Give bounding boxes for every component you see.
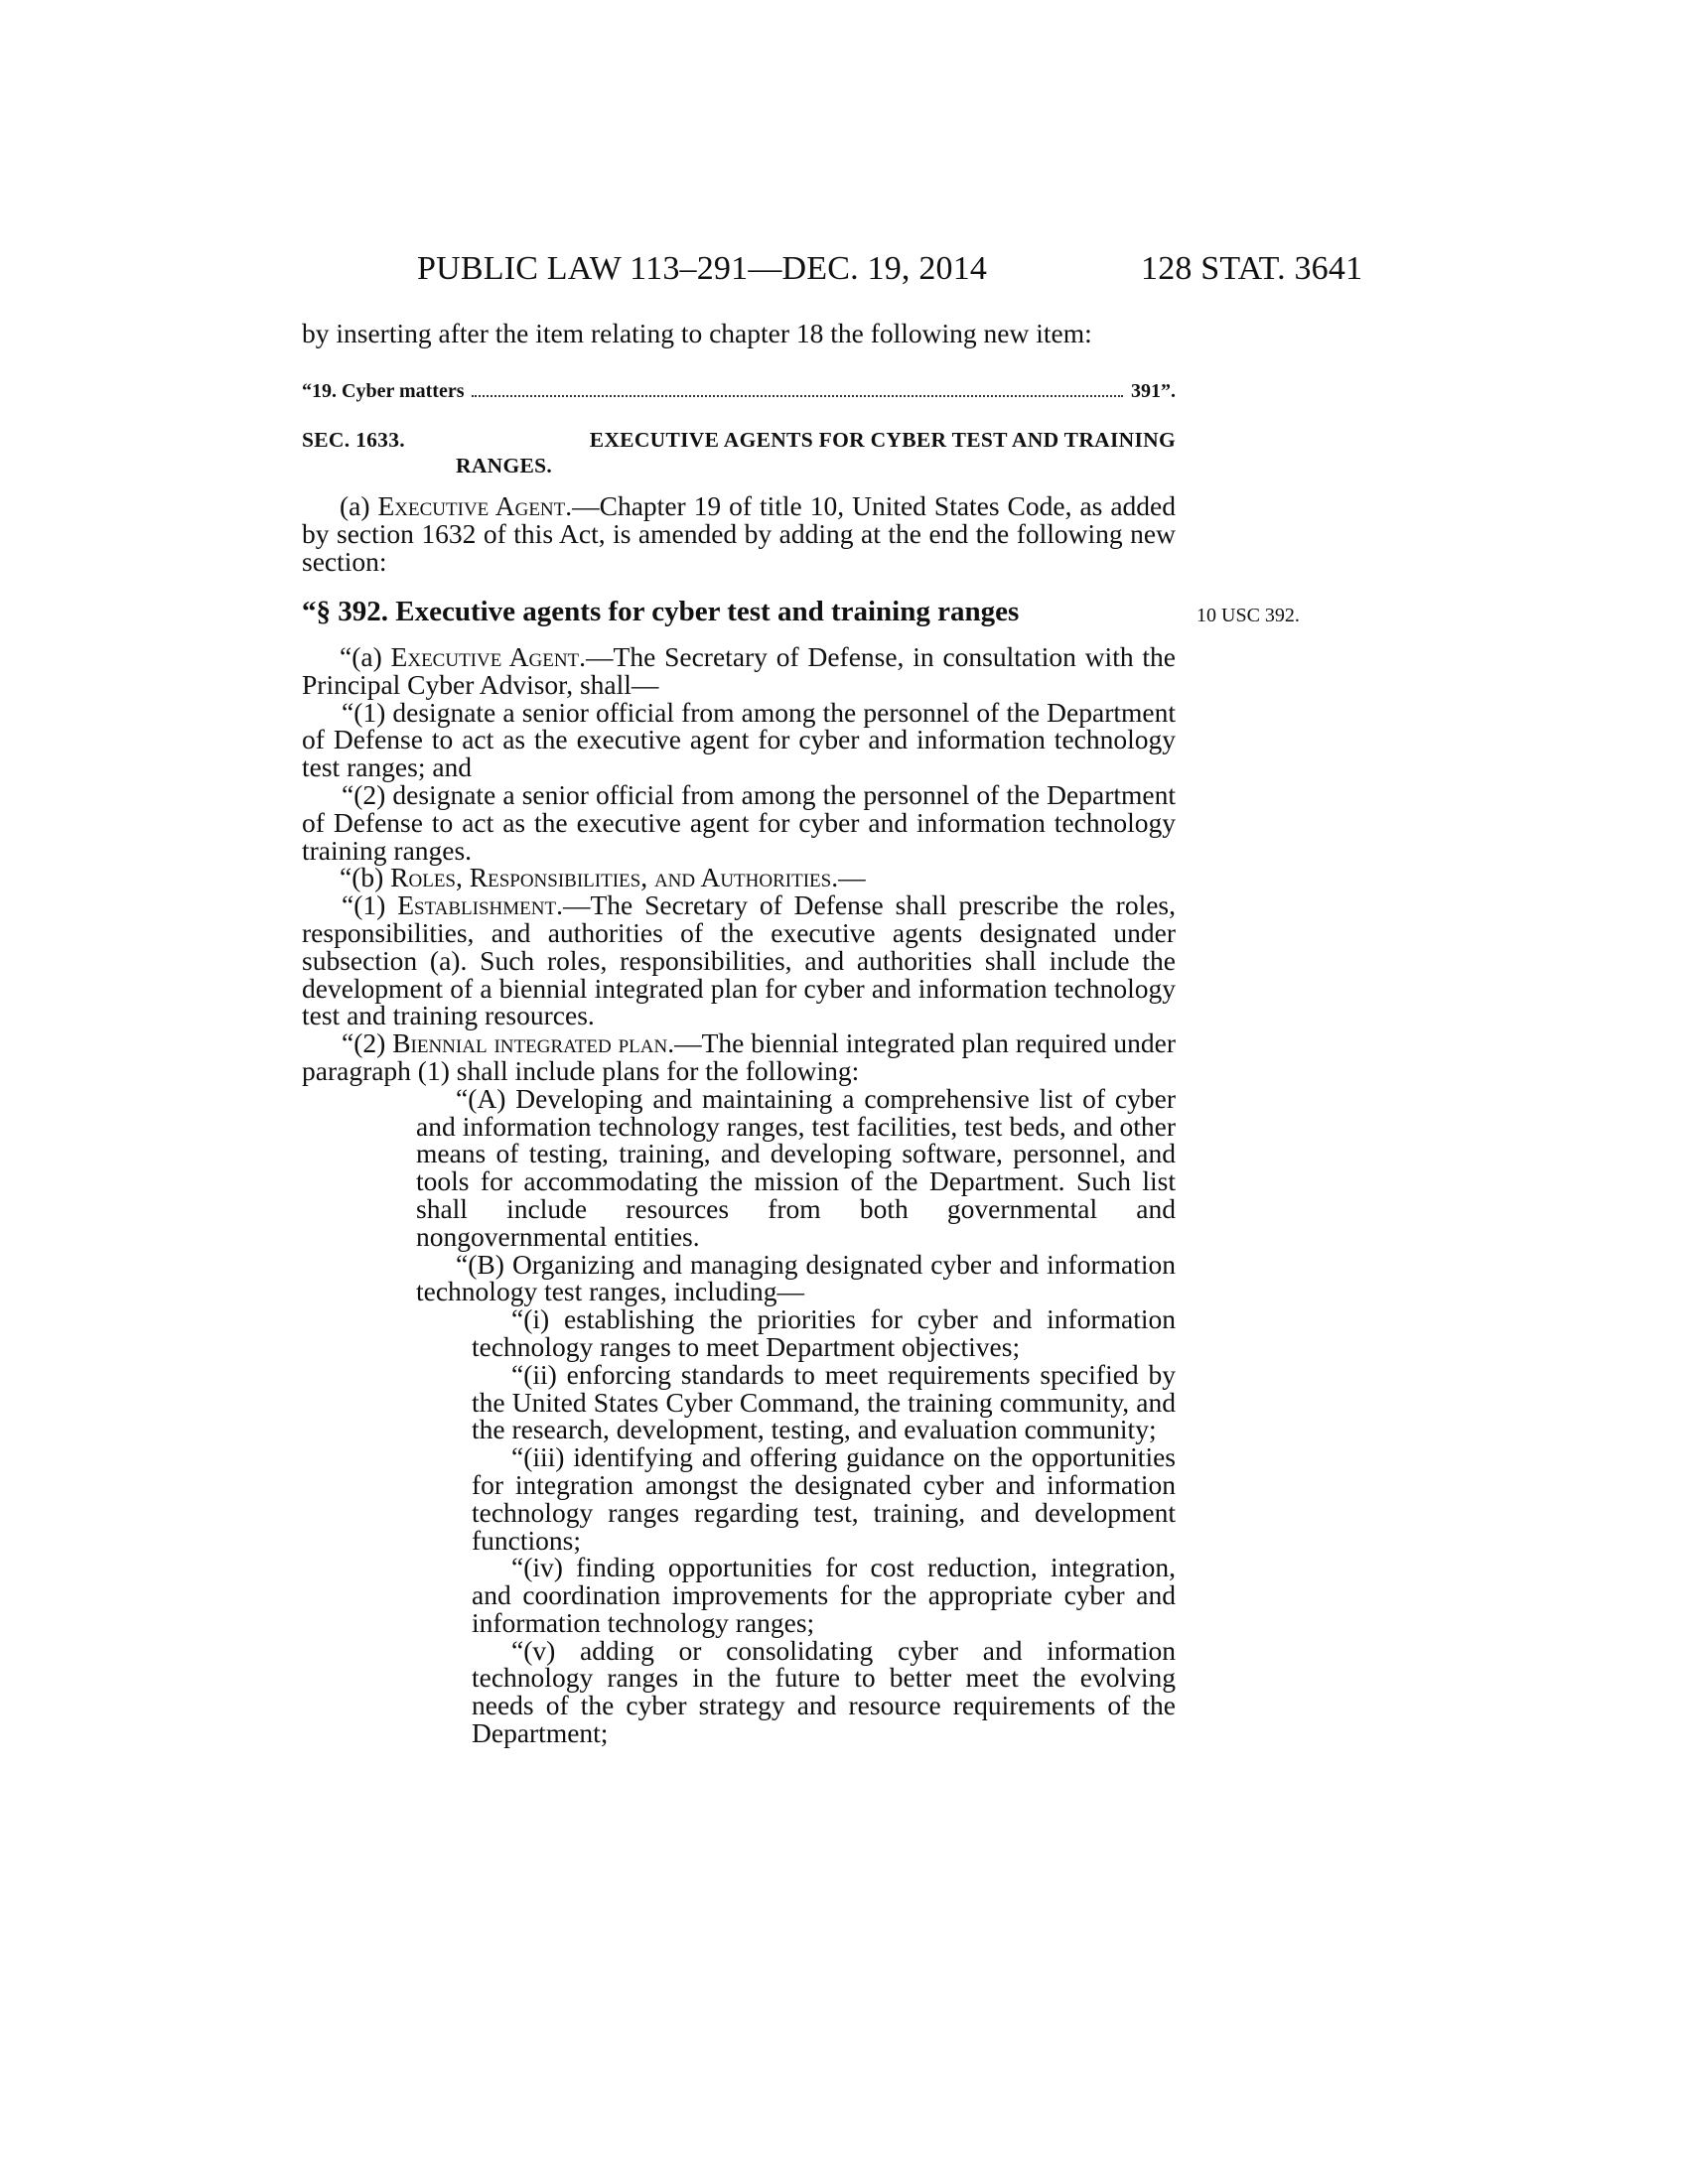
subsection-b: [302, 864, 1176, 891]
toc-leader-dots: [472, 395, 1123, 397]
intro-paragraph: [302, 320, 1176, 347]
subsection-b-text: .—: [831, 862, 866, 893]
subsection-b-head: Roles, Responsibilities, and Authorities: [390, 862, 832, 893]
paragraph-b2: [302, 1029, 1176, 1085]
toc-item: [302, 380, 1176, 403]
clause-v: “(v) adding or consolidating cyber and information technology ranges in the future to better meet the evolving needs of the cyber strategy and resource requirements of the Department;: [472, 1634, 1176, 1749]
clause-iv: “(iv) finding opportunities for cost reduction, integration, and coordination improvements for the appropriate cyber and information technology ranges;: [472, 1552, 1176, 1638]
subparagraph-A: “(A) Developing and maintaining a comprehensive list of cyber and information technology ranges, test facilities, test beds, and other means of testing, training, and developing software, personnel, and tools for accommodating the mission of the Department. Such list shall include resources from both governmental and nongovernmental entities.: [416, 1082, 1176, 1252]
section-number: SEC. 1633.: [302, 428, 405, 452]
toc-item-label: “19. Cyber matters: [302, 380, 465, 402]
paragraph-b2-text: .—The biennial integrated plan required under paragraph (1) shall include plans for the following:: [302, 1027, 1176, 1086]
paragraph-a: [302, 492, 1176, 575]
subsection-a-text: .—The Secretary of Defense, in consultation with the Principal Cyber Advisor, shall—: [302, 641, 1177, 700]
clause-i: “(i) establishing the priorities for cyber and information technology ranges to meet Department objectives;: [472, 1303, 1176, 1362]
amendment-paragraph: [302, 492, 1176, 575]
paragraph-b2-head: Biennial integrated plan: [392, 1027, 668, 1059]
page-header-title: PUBLIC LAW 113–291—DEC. 19, 2014: [417, 250, 988, 287]
para-head: Executive Agent: [377, 490, 566, 521]
subparagraph-B: “(B) Organizing and managing designated cyber and information technology test ranges, including—: [416, 1248, 1176, 1307]
section-body: [302, 643, 1176, 1747]
paragraph-b1-head: Establishment: [397, 889, 557, 921]
paragraph-b1: [302, 891, 1176, 1029]
subsection-a: [302, 643, 1176, 699]
paragraph-a1: “(1) designate a senior official from among the personnel of the Department of Defense to act as the executive agent for cyber and information technology test ranges; and: [302, 696, 1176, 783]
new-section-heading: “§ 392. Executive agents for cyber test and training ranges: [302, 596, 1020, 627]
margin-citation: 10 USC 392.: [1196, 605, 1300, 626]
para-lead: (a): [340, 490, 378, 521]
clause-ii: “(ii) enforcing standards to meet requirements specified by the United States Cyber Command, the training community, and the research, development, testing, and evaluation community;: [472, 1358, 1176, 1445]
clause-iii: “(iii) identifying and offering guidance on the opportunities for integration amongst the designated cyber and information technology ranges regarding test, training, and development functions;: [472, 1441, 1176, 1556]
section-title-part2: RANGES.: [456, 454, 553, 478]
subsection-a-head: Executive Agent: [390, 641, 580, 672]
paragraph-b1-text: .—The Secretary of Defense shall prescribe the roles, responsibilities, and authorities of the executive agents designated under subsection (a). Such roles, responsibilities, and authorities shall include the development of a biennial integrated plan for cyber and information technology test and training resources.: [302, 889, 1176, 1031]
page-header-stat: 128 STAT. 3641: [1141, 250, 1363, 287]
paragraph-b2-lead: “(2): [342, 1027, 393, 1059]
subsection-a-lead: “(a): [340, 641, 391, 672]
section-title-part1: EXECUTIVE AGENTS FOR CYBER TEST AND TRAINING: [589, 428, 1176, 452]
paragraph-b1-lead: “(1): [342, 889, 398, 921]
toc-item-number: 391”.: [1131, 380, 1176, 402]
subsection-b-lead: “(b): [340, 862, 391, 893]
para-text: .—Chapter 19 of title 10, United States Code, as added by section 1632 of this Act, is amended by adding at the end the following new section:: [302, 490, 1176, 577]
section-heading: [302, 427, 1176, 478]
paragraph-a2: “(2) designate a senior official from among the personnel of the Department of Defense to act as the executive agent for cyber and information technology training ranges.: [302, 778, 1176, 866]
intro-text: by inserting after the item relating to chapter 18 the following new item:: [302, 318, 1092, 348]
